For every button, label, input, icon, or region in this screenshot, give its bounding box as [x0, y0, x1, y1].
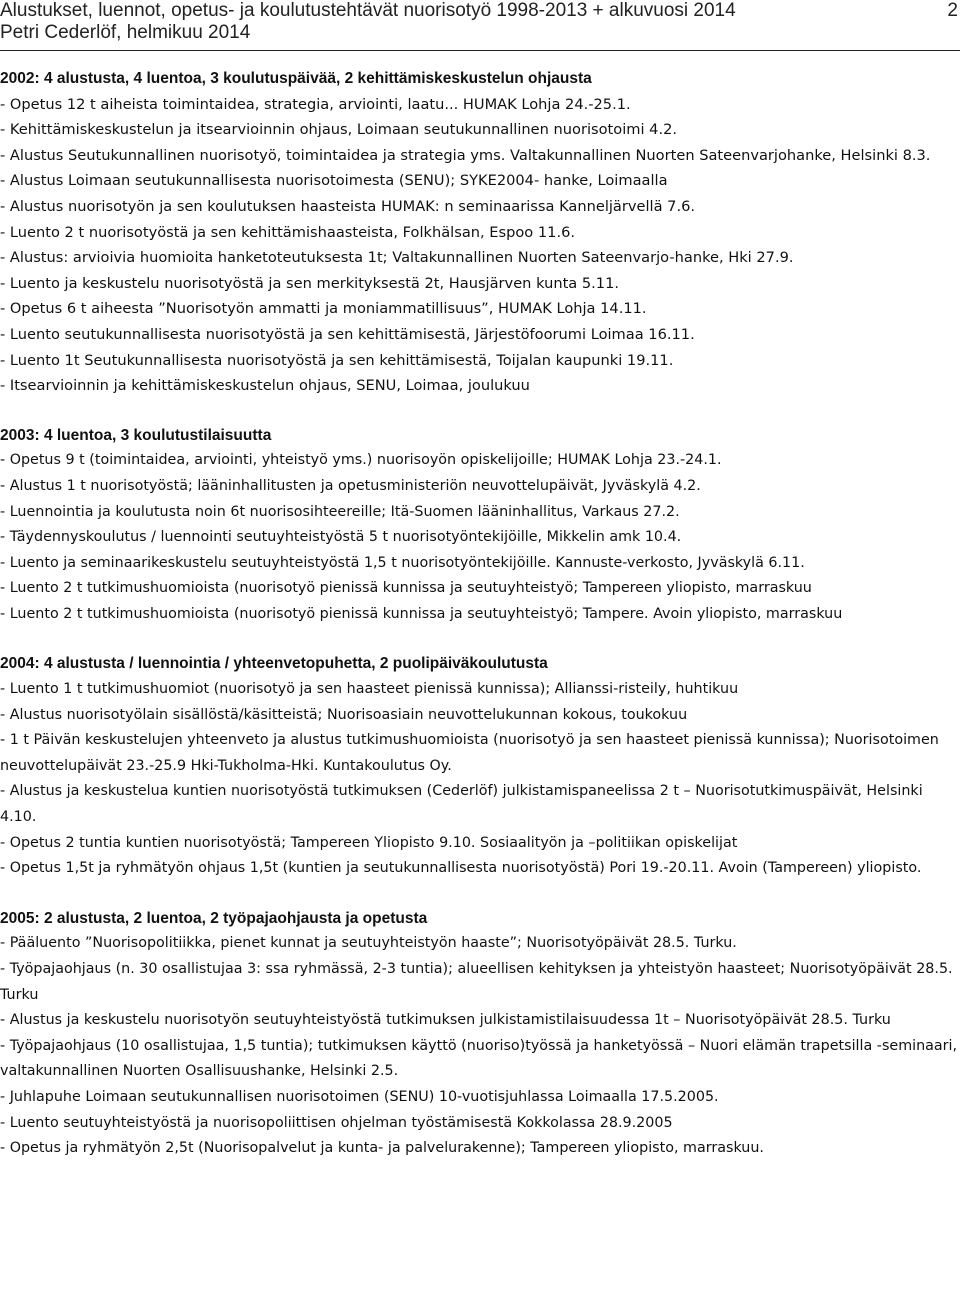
list-item: - Opetus 9 t (toimintaidea, arviointi, yhteistyö yms.) nuorisoyön opiskelijoille; HUMAK Lohja 23.-24.1.	[0, 452, 722, 469]
section-4	[0, 906, 958, 1162]
page-header	[0, 0, 960, 44]
list-item: - Itsearvioinnin ja kehittämiskeskustelun ohjaus, SENU, Loimaa, joulukuu	[0, 377, 530, 395]
list-item: - Opetus 2 tuntia kuntien nuorisotyöstä; Tampereen Yliopisto 9.10. Sosiaalityön ja –politiikan opiskelijat	[0, 834, 738, 851]
list-item: - Työpajaohjaus (n. 30 osallistujaa 3: ssa ryhmässä, 2-3 tuntia); alueellisen kehityksen ja yhteistyön haasteet; Nuorisotyöpäivät 28.5. Turku	[0, 961, 953, 1003]
list-item: - Alustus nuorisotyön ja sen koulutuksen haasteista HUMAK: n seminaarissa Kanneljärvellä 7.6.	[0, 197, 696, 215]
header-author-date: Petri Cederlöf, helmikuu 2014	[0, 22, 251, 43]
section-heading: 2003: 4 luentoa, 3 koulutustilaisuutta	[0, 426, 272, 444]
list-item: - Alustus ja keskustelua kuntien nuorisotyöstä tutkimuksen (Cederlöf) julkistamispaneelissa 2 t – Nuorisotutkimuspäivät, Helsinki 4.10.	[0, 783, 923, 826]
list-item: - Opetus 6 t aiheesta ”Nuorisotyön ammatti ja moniammatillisuus”, HUMAK Lohja 14.11.	[0, 300, 647, 318]
list-item: - Opetus 1,5t ja ryhmätyön ohjaus 1,5t (kuntien ja seutukunnallisesta nuorisotyöstä) Pori 19.-20.11. Avoin (Tampereen) yliopisto.	[0, 860, 922, 877]
list-item: - Työpajaohjaus (10 osallistujaa, 1,5 tuntia); tutkimuksen käyttö (nuoriso)työssä ja hanketyössä – Nuori elämän trapetsilla -seminaari, valtakunnallinen Nuorten Osallisuushanke, Helsinki 2.5.	[0, 1037, 958, 1080]
document-body	[0, 66, 958, 1162]
section-2	[0, 423, 958, 628]
list-item: - Alustus Loimaan seutukunnallisesta nuorisotoimesta (SENU); SYKE2004- hanke, Loimaalla	[0, 172, 668, 190]
header-divider	[0, 50, 960, 51]
list-item: - Luennointia ja koulutusta noin 6t nuorisosihteereille; Itä-Suomen lääninhallitus, Varkaus 27.2.	[0, 503, 680, 520]
header-title: Alustukset, luennot, opetus- ja koulutustehtävät nuorisotyö 1998-2013 + alkuvuosi 2014	[0, 0, 736, 21]
list-item: - Alustus Seutukunnallinen nuorisotyö, toimintaidea ja strategia yms. Valtakunnallinen Nuorten Sateenvarjohanke, Helsinki 8.3.	[0, 146, 931, 164]
section-item-list	[0, 448, 958, 627]
list-item: - Kehittämiskeskustelun ja itsearvioinnin ohjaus, Loimaan seutukunnallinen nuorisotoimi 4.2.	[0, 121, 678, 139]
list-item: - Luento 1t Seutukunnallisesta nuorisotyöstä ja sen kehittämisestä, Toijalan kaupunki 19.11.	[0, 351, 674, 369]
list-item: - Luento ja keskustelu nuorisotyöstä ja sen merkityksestä 2t, Hausjärven kunta 5.11.	[0, 274, 620, 292]
list-item: - Luento seutuyhteistyöstä ja nuorisopoliittisen ohjelman työstämisestä Kokkolassa 28.9.2005	[0, 1114, 673, 1131]
list-item: - Täydennyskoulutus / luennointi seutuyhteistyöstä 5 t nuorisotyöntekijöille, Mikkelin amk 10.4.	[0, 529, 682, 546]
list-item: - Alustus 1 t nuorisotyöstä; lääninhallitusten ja opetusministeriön neuvottelupäivät, Jyväskylä 4.2.	[0, 477, 701, 494]
section-heading: 2005: 2 alustusta, 2 luentoa, 2 työpajaohjausta ja opetusta	[0, 909, 428, 927]
list-item: - Alustus nuorisotyölain sisällöstä/käsitteistä; Nuorisoasiain neuvottelukunnan kokous, toukokuu	[0, 706, 688, 723]
section-heading: 2002: 4 alustusta, 4 luentoa, 3 koulutuspäivää, 2 kehittämiskeskustelun ohjausta	[0, 70, 592, 87]
list-item: - 1 t Päivän keskustelujen yhteenveto ja alustus tutkimushuomioista (nuorisotyö ja sen haasteet pienissä kunnissa); Nuorisotoimen neuvottelupäivät 23.-25.9 Hki-Tukholma-Hki. Kuntakoulutus Oy.	[0, 732, 939, 774]
section-1	[0, 66, 958, 399]
section-3	[0, 651, 958, 881]
list-item: - Alustus: arvioivia huomioita hanketoteutuksesta 1t; Valtakunnallinen Nuorten Sateenvarjo-hanke, Hki 27.9.	[0, 249, 794, 267]
section-item-list	[0, 92, 958, 399]
section-heading: 2004: 4 alustusta / luennointia / yhteenvetopuhetta, 2 puolipäiväkoulutusta	[0, 655, 548, 673]
list-item: - Opetus ja ryhmätyön 2,5t (Nuorisopalvelut ja kunta- ja palvelurakenne); Tampereen yliopisto, marraskuu.	[0, 1140, 764, 1157]
list-item: - Juhlapuhe Loimaan seutukunnallisen nuorisotoimen (SENU) 10-vuotisjuhlassa Loimaalla 17.5.2005.	[0, 1088, 719, 1105]
list-item: - Opetus 12 t aiheista toimintaidea, strategia, arviointi, laatu... HUMAK Lohja 24.-25.1.	[0, 95, 631, 113]
list-item: - Luento 2 t nuorisotyöstä ja sen kehittämishaasteista, Folkhälsan, Espoo 11.6.	[0, 223, 576, 241]
list-item: - Luento 2 t tutkimushuomioista (nuorisotyö pienissä kunnissa ja seutuyhteistyö; Tampere. Avoin yliopisto, marraskuu	[0, 605, 843, 622]
section-item-list	[0, 677, 958, 882]
list-item: - Luento 1 t tutkimushuomiot (nuorisotyö ja sen haasteet pienissä kunnissa); Allianssi-risteily, huhtikuu	[0, 681, 739, 698]
section-item-list	[0, 931, 958, 1161]
page-number: 2	[947, 0, 958, 21]
list-item: - Luento 2 t tutkimushuomioista (nuorisotyö pienissä kunnissa ja seutuyhteistyö; Tampereen yliopisto, marraskuu	[0, 580, 812, 597]
list-item: - Alustus ja keskustelu nuorisotyön seutuyhteistyöstä tutkimuksen julkistamistilaisuudessa 1t – Nuorisotyöpäivät 28.5. Turku	[0, 1012, 891, 1029]
list-item: - Luento ja seminaarikeskustelu seutuyhteistyöstä 1,5 t nuorisotyöntekijöille. Kannuste-verkosto, Jyväskylä 6.11.	[0, 554, 805, 571]
list-item: - Pääluento ”Nuorisopolitiikka, pienet kunnat ja seutuyhteistyön haaste”; Nuorisotyöpäivät 28.5. Turku.	[0, 935, 737, 952]
list-item: - Luento seutukunnallisesta nuorisotyöstä ja sen kehittämisestä, Järjestöfoorumi Loimaa 16.11.	[0, 325, 695, 343]
